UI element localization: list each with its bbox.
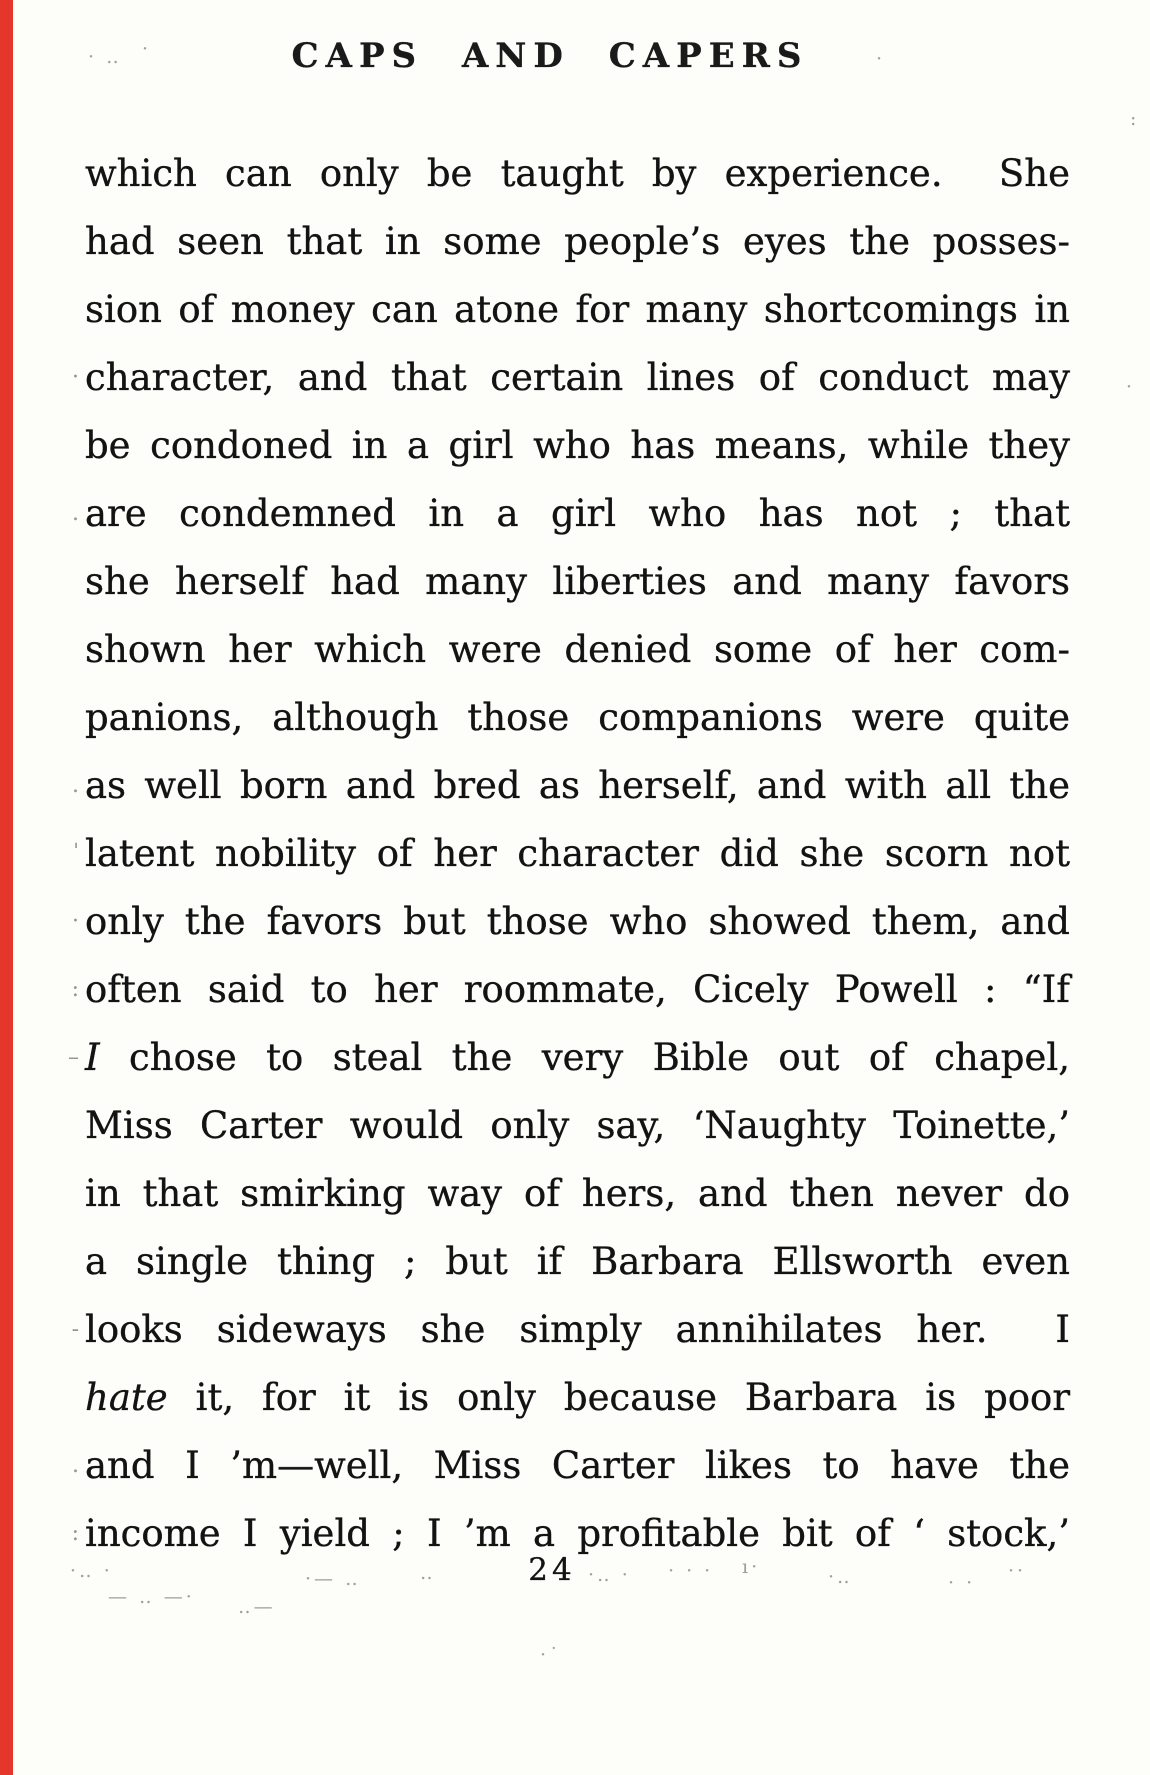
text-segment: which can only be taught by experience. She bbox=[85, 152, 1070, 195]
text-segment: chose to steal the very Bible out of chapel, bbox=[129, 1036, 1070, 1079]
scan-noise-mark: ·‥ · bbox=[588, 1564, 631, 1586]
scan-speck: · bbox=[72, 365, 79, 390]
scan-noise-mark: · bbox=[1126, 376, 1136, 398]
italic-text-segment: hate bbox=[85, 1376, 196, 1419]
text-line bbox=[72, 820, 1070, 888]
scan-noise-mark: : bbox=[1130, 108, 1140, 130]
text-segment: panions, although those companions were quite bbox=[85, 696, 1070, 739]
scan-noise-mark: — ‥ —· bbox=[108, 1586, 195, 1608]
text-segment: she herself had many liberties and many favors bbox=[85, 560, 1070, 603]
text-line bbox=[85, 548, 1070, 616]
scan-noise-mark: ı· bbox=[742, 1556, 761, 1578]
scan-edge-stripe bbox=[0, 0, 13, 1775]
scan-noise-mark: ‥ bbox=[420, 1562, 436, 1584]
scan-speck: : bbox=[71, 1521, 79, 1546]
text-segment: it, for it is only because Barbara is poor bbox=[195, 1376, 1071, 1419]
text-segment: looks sideways she simply annihilates her. I bbox=[85, 1308, 1070, 1351]
text-line bbox=[85, 1092, 1070, 1160]
text-line bbox=[71, 1296, 1070, 1364]
text-line bbox=[85, 208, 1070, 276]
text-segment: income I yield ; I ’m a profitable bit of ‘ stock,’ bbox=[85, 1512, 1070, 1555]
scan-speck: . bbox=[72, 773, 79, 798]
text-line bbox=[72, 1432, 1070, 1500]
text-segment: and I ’m—well, Miss Carter likes to have the bbox=[85, 1444, 1070, 1487]
text-segment: Miss Carter would only say, ‘Naughty Toinette,’ bbox=[85, 1104, 1070, 1147]
text-line bbox=[85, 140, 1070, 208]
scan-noise-mark: · bbox=[142, 38, 152, 60]
scan-speck: . bbox=[72, 1453, 79, 1478]
text-line bbox=[85, 412, 1070, 480]
text-segment: are condemned in a girl who has not ; that bbox=[85, 492, 1070, 535]
text-segment: a single thing ; but if Barbara Ellsworth even bbox=[85, 1240, 1070, 1283]
page-number: 24 bbox=[528, 1552, 576, 1588]
scan-noise-mark: ‥— bbox=[238, 1596, 276, 1618]
text-line bbox=[68, 1024, 1070, 1092]
scan-noise-mark: ·‥ bbox=[828, 1566, 853, 1588]
text-segment: sion of money can atone for many shortcomings in bbox=[85, 288, 1070, 331]
text-line bbox=[85, 684, 1070, 752]
scan-noise-mark: ·— ‥ bbox=[305, 1568, 361, 1590]
scan-noise-mark: · · · bbox=[668, 1560, 714, 1582]
text-line bbox=[72, 480, 1070, 548]
scan-speck: · bbox=[72, 909, 79, 934]
scan-speck: ˈ bbox=[72, 841, 79, 866]
scan-noise-mark: ·‥ · bbox=[70, 1560, 113, 1582]
text-line bbox=[71, 956, 1070, 1024]
scan-speck: - bbox=[71, 1317, 79, 1342]
text-line bbox=[85, 1228, 1070, 1296]
text-segment: in that smirking way of hers, and then never do bbox=[85, 1172, 1070, 1215]
text-segment: shown her which were denied some of her com- bbox=[85, 628, 1070, 671]
text-segment: latent nobility of her character did she scorn not bbox=[85, 832, 1070, 875]
text-line bbox=[72, 344, 1070, 412]
text-line bbox=[85, 1160, 1070, 1228]
text-segment: character, and that certain lines of conduct may bbox=[85, 356, 1070, 399]
text-line bbox=[85, 616, 1070, 684]
text-block bbox=[68, 140, 1071, 1568]
scan-speck: : bbox=[71, 977, 79, 1002]
text-line bbox=[85, 1364, 1070, 1432]
text-line bbox=[72, 888, 1070, 956]
scan-noise-mark: · · bbox=[948, 1572, 976, 1594]
text-segment: often said to her roommate, Cicely Powell : “If bbox=[85, 968, 1070, 1011]
scan-speck: . bbox=[72, 501, 79, 526]
italic-text-segment: I bbox=[85, 1036, 130, 1079]
scan-speck: – bbox=[68, 1045, 79, 1070]
running-head-title: CAPS AND CAPERS bbox=[291, 36, 809, 76]
scan-noise-mark: ·· bbox=[1008, 1560, 1027, 1582]
text-segment: as well born and bred as herself, and with all the bbox=[85, 764, 1070, 807]
scan-noise-mark: ·˙ bbox=[540, 1644, 562, 1666]
text-segment: had seen that in some people’s eyes the posses- bbox=[85, 220, 1070, 263]
scan-noise-mark: · bbox=[876, 48, 886, 70]
text-segment: only the favors but those who showed them, and bbox=[85, 900, 1070, 943]
text-segment: be condoned in a girl who has means, while they bbox=[85, 424, 1070, 467]
scan-noise-mark: · ‥ bbox=[88, 46, 122, 68]
text-line bbox=[85, 276, 1070, 344]
text-line bbox=[72, 752, 1070, 820]
